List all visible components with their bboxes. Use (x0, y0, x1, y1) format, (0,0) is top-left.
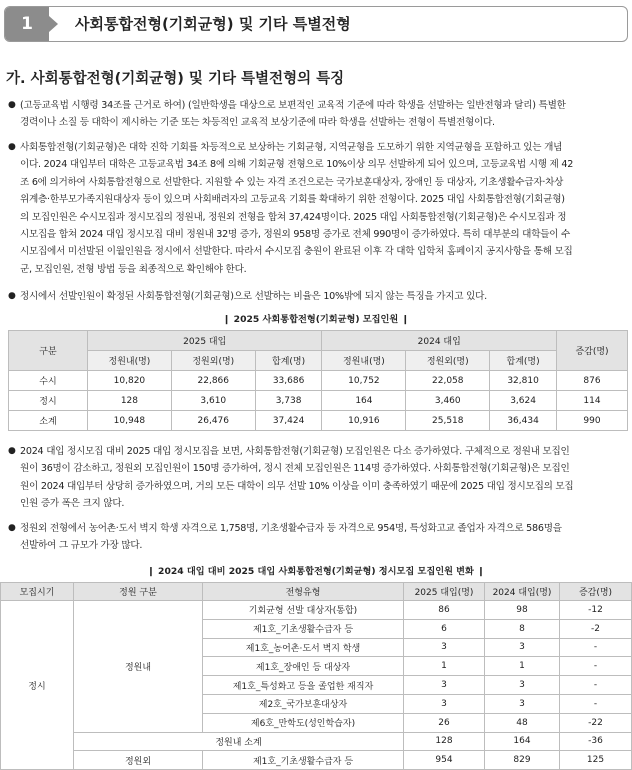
table1-caption: ❙ 2025 사회통합전형(기회균형) 모집인원 ❙ (222, 314, 410, 325)
cell: 제6호_만학도(성인학습자) (203, 713, 404, 732)
col-change: 증감(명) (560, 583, 632, 601)
cell: 10,752 (322, 371, 406, 391)
subtotal-label: 정원내 소계 (74, 732, 404, 751)
cell: 114 (557, 391, 628, 411)
cell: 37,424 (255, 411, 322, 431)
period-cell: 정시 (1, 601, 74, 770)
text-line: 정원외 전형에서 농어촌·도서 벽지 학생 자격으로 1,758명, 기초생활수급자 등 자격으로 954명, 특성화고교 졸업자 자격으로 586명을 (20, 523, 562, 534)
cell: 22,866 (171, 371, 255, 391)
chapter-number: 1 (5, 7, 49, 41)
cell: 제1호_장애인 등 대상자 (203, 657, 404, 676)
cell: 48 (485, 713, 560, 732)
jeongsi-change-table (0, 582, 632, 770)
cell: 1 (404, 657, 485, 676)
cell: 제1호_농어촌·도서 벽지 학생 (203, 638, 404, 657)
cell: 제2호_국가보훈대상자 (203, 694, 404, 713)
cell: 3 (485, 638, 560, 657)
cell: 86 (404, 601, 485, 620)
subcol: 합계(명) (490, 351, 557, 371)
cell: 25,518 (406, 411, 490, 431)
text-line: 사회통합전형(기회균형)은 대학 진학 기회를 차등적으로 보상하는 기회균형, 지역균형을 도모하기 위한 지역균형을 포함하고 있는 개념 (20, 142, 563, 153)
cell: 3,738 (255, 391, 322, 411)
subtotal-row (1, 732, 632, 751)
text-line: 조 6에 의거하여 사회통합전형으로 선발한다. 지원할 수 있는 자격 조건으로는 국가보훈대상자, 장애인 등 대상자, 기초생활수급자·차상 (20, 176, 564, 188)
text-line: 군, 모집인원, 전형 방법 등을 최종적으로 확인해야 한다. (20, 263, 247, 275)
bullet-paragraph (8, 97, 624, 132)
cell: 3,460 (406, 391, 490, 411)
subcol: 합계(명) (255, 351, 322, 371)
cell: 10,820 (88, 371, 172, 391)
cell: - (560, 676, 632, 695)
table-row (9, 371, 628, 391)
cell: 125 (560, 751, 632, 770)
cell: - (560, 657, 632, 676)
arrow-icon (49, 16, 58, 32)
col-quota-type: 정원 구분 (74, 583, 203, 601)
text-line: 선발하여 그 규모가 가장 많다. (20, 540, 143, 552)
cell: 1 (485, 657, 560, 676)
cell: - (560, 638, 632, 657)
cell: 876 (557, 371, 628, 391)
cell: 3 (404, 694, 485, 713)
quota-cell: 정원외 (74, 751, 203, 770)
bullet-icon: ● (8, 142, 16, 152)
bullet-icon: ● (8, 523, 16, 533)
cell: 829 (485, 751, 560, 770)
cell: 3 (485, 676, 560, 695)
cell: 990 (557, 411, 628, 431)
cell: 26,476 (171, 411, 255, 431)
text-line: 의 모집인원은 수시모집과 정시모집의 정원내, 정원외 전형을 합쳐 37,424명이다. 2025 대입 사회통합전형(기회균형)은 수시모집과 정 (20, 211, 567, 223)
col-change: 증감(명) (557, 331, 628, 371)
col-2025: 2025 대입 (88, 331, 322, 351)
cell: 기회균형 선발 대상자(통합) (203, 601, 404, 620)
cell: 954 (404, 751, 485, 770)
bullet-icon: ● (8, 446, 16, 456)
text-line: 이다. 2024 대입부터 대학은 고등교육법 34조 8에 의해 기회균형 전형으로 10%이상 의무 선발하게 되어 있으며, 고등교육법 시행 제 42 (20, 159, 574, 171)
cell: 수시 (9, 371, 88, 391)
cell: 6 (404, 619, 485, 638)
col-2024: 2024 대입(명) (485, 583, 560, 601)
cell: 22,058 (406, 371, 490, 391)
col-admission-type: 전형유형 (203, 583, 404, 601)
cell: 제1호_특성화고 등을 졸업한 재직자 (203, 676, 404, 695)
cell: 8 (485, 619, 560, 638)
table2-caption: ❙ 2024 대입 대비 2025 대입 사회통합전형(기회균형) 정시모집 모집인원 변화 ❙ (147, 566, 485, 577)
cell: 33,686 (255, 371, 322, 391)
cell: 3 (404, 638, 485, 657)
text-line: 정시에서 선발인원이 확정된 사회통합전형(기회균형)으로 선발하는 비율은 10%밖에 되지 않는 특징을 가지고 있다. (20, 291, 487, 302)
cell: 128 (88, 391, 172, 411)
text-line: 인원 증가 폭은 크지 않다. (20, 498, 125, 510)
bullet-icon: ● (8, 291, 16, 301)
cell: 36,434 (490, 411, 557, 431)
chapter-header (4, 6, 628, 42)
col-2024: 2024 대입 (322, 331, 557, 351)
chapter-title: 사회통합전형(기회균형) 및 기타 특별전형 (75, 15, 351, 33)
cell: 26 (404, 713, 485, 732)
cell: 164 (322, 391, 406, 411)
text-line: 위계층·한부모가족지원대상자 등이 있으며 사회배려자의 고등교육 기회를 확대하기 위한 전형이다. 2025 대입 사회통합전형(기회균형) (20, 194, 565, 206)
cell: 정시 (9, 391, 88, 411)
cell: 32,810 (490, 371, 557, 391)
cell: 10,916 (322, 411, 406, 431)
cell: -22 (560, 713, 632, 732)
recruitment-table-2025 (8, 330, 628, 431)
text-line: 원이 36명이 감소하고, 정원외 모집인원이 150명 증가하여, 정시 전체 모집인원은 114명 증가하였다. 사회통합전형(기회균형)은 모집인 (20, 463, 570, 475)
col-2025: 2025 대입(명) (404, 583, 485, 601)
cell: -36 (560, 732, 632, 751)
cell: 164 (485, 732, 560, 751)
text-line: 원이 2024 대입부터 상당히 증가하였으며, 거의 모든 대학이 의무 선발 10% 이상을 이미 충족하였기 때문에 2025 대입 정시모집의 모집 (20, 480, 574, 492)
text-line: 경력이나 소질 등 대학이 제시하는 기준 또는 차등적인 교육적 보상기준에 따라 학생을 선발하는 전형이 특별전형이다. (20, 117, 495, 129)
bullet-paragraph (8, 520, 624, 555)
cell: 3,610 (171, 391, 255, 411)
bullet-icon: ● (8, 100, 16, 110)
cell: 제1호_기초생활수급자 등 (203, 619, 404, 638)
table-row (9, 391, 628, 411)
cell: -12 (560, 601, 632, 620)
table-row (1, 601, 632, 620)
bullet-paragraph (8, 139, 624, 278)
subcol: 정원외(명) (171, 351, 255, 371)
cell: -2 (560, 619, 632, 638)
cell: - (560, 694, 632, 713)
text-line: 2024 대입 정시모집 대비 2025 대입 정시모집을 보면, 사회통합전형(기회균형) 모집인원은 다소 증가하였다. 구체적으로 정원내 모집인 (20, 446, 570, 457)
subcol: 정원내(명) (88, 351, 172, 371)
quota-cell: 정원내 (74, 601, 203, 733)
subcol: 정원외(명) (406, 351, 490, 371)
text-line: 시모집을 합쳐 2024 대입 정시모집 대비 정원내 32명 증가, 정원외 958명 증가로 전체 990명이 증가하였다. 특히 대부분의 대학들이 수 (20, 229, 571, 241)
text-line: 시모집에서 미선발된 이월인원을 정시에서 선발한다. 따라서 수시모집 충원이 완료된 이후 각 대학 입학처 홈페이지 공지사항을 통해 모집 (20, 246, 573, 258)
section-title: 가. 사회통합전형(기회균형) 및 기타 특별전형의 특징 (6, 71, 345, 87)
cell: 128 (404, 732, 485, 751)
bullet-paragraph (8, 288, 624, 305)
bullet-paragraph (8, 443, 624, 513)
col-category: 구분 (9, 331, 88, 371)
cell: 10,948 (88, 411, 172, 431)
col-period: 모집시기 (1, 583, 74, 601)
table-row (1, 751, 632, 770)
cell: 3,624 (490, 391, 557, 411)
cell: 98 (485, 601, 560, 620)
text-line: (고등교육법 시행령 34조를 근거로 하여) (일반학생을 대상으로 보편적인 교육적 기준에 따라 학생을 선발하는 일반전형과 달리) 특별한 (20, 100, 566, 111)
cell: 제1호_기초생활수급자 등 (203, 751, 404, 770)
table-row (9, 411, 628, 431)
cell: 소계 (9, 411, 88, 431)
subcol: 정원내(명) (322, 351, 406, 371)
cell: 3 (485, 694, 560, 713)
cell: 3 (404, 676, 485, 695)
